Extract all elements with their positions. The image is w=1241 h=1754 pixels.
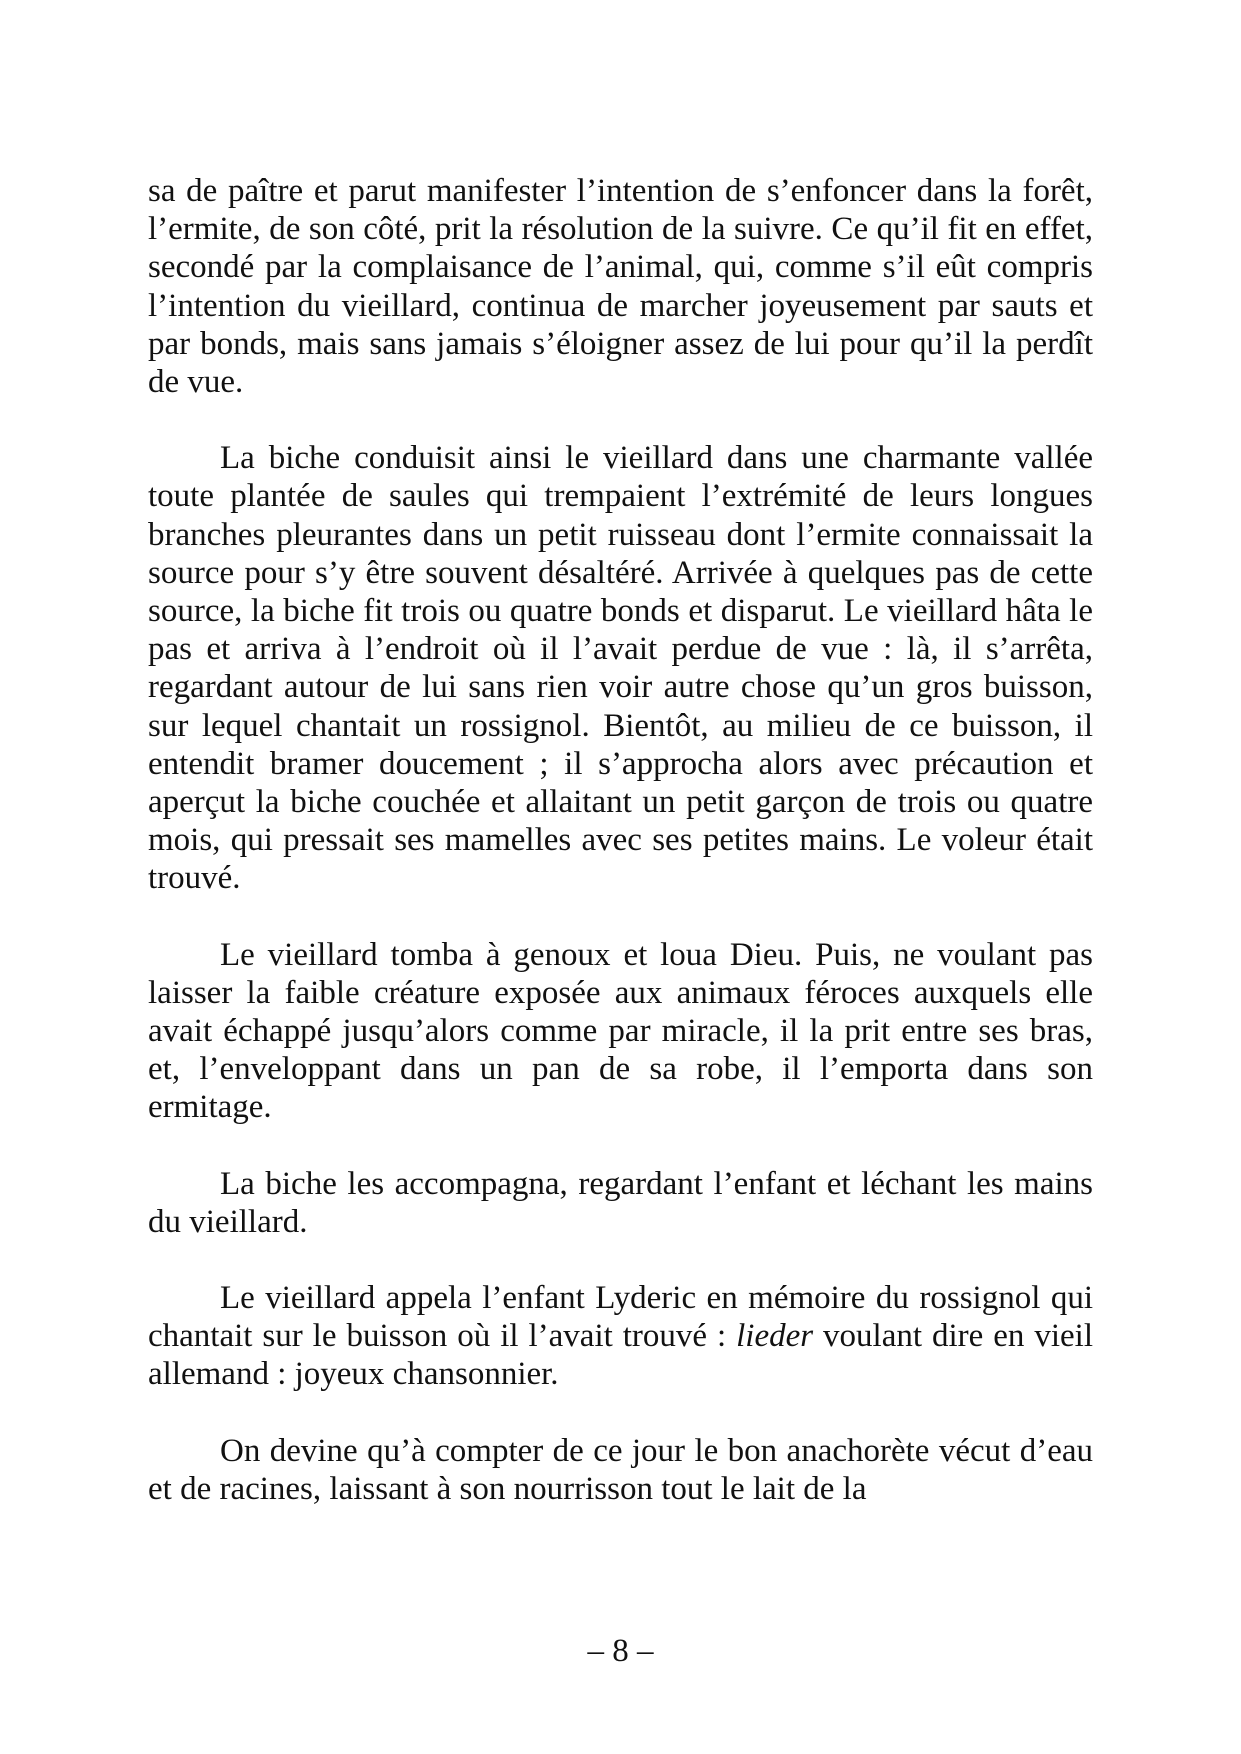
paragraph-continued: sa de paître et parut manifester l’intention de s’enfoncer dans la forêt, l’ermite, de son côté, prit la résolution de la suivre. Ce qu’il fit en effet, secondé par la complaisance de l’animal, qui, comme s’il eût compris l’intention du vieillard, continua de marcher joyeusement par sauts et par bonds, mais sans jamais s’éloigner assez de lui pour qu’il la perdît de vue. [148, 173, 1093, 401]
paragraph-lyderic-text-after: voulant dire en vieil allemand : joyeux chansonnier. [148, 1318, 1094, 1393]
paragraph-biche-vallee: La biche conduisit ainsi le vieillard dans une charmante vallée toute plantée de saules qui trempaient l’extrémité de leurs longues branches pleurantes dans un petit ruisseau dont l’ermite connaissait la source pour s’y être souvent désaltéré. Arrivée à quelques pas de cette source, la biche fit trois ou quatre bonds et disparut. Le vieillard hâta le pas et arriva à l’endroit où il l’avait perdue de vue : là, il s’arrêta, regardant autour de lui sans rien voir autre chose qu’un gros buisson, sur lequel chantait un rossignol. Bientôt, au milieu de ce buisson, il entendit bramer doucement ; il s’approcha alors avec précaution et aperçut la biche couchée et allaitant un petit garçon de trois ou quatre mois, qui pressait ses mamelles avec ses petites mains. Le voleur était trouvé. [148, 440, 1093, 897]
paragraph-lyderic-name [148, 1279, 1093, 1394]
page-number: – 8 – [587, 1633, 654, 1669]
paragraph-anachorete: On devine qu’à compter de ce jour le bon anachorète vécut d’eau et de racines, laissant à son nourrisson tout le lait de la [148, 1432, 1093, 1507]
paragraph-biche-accompagna: La biche les accompagna, regardant l’enfant et léchant les mains du vieillard. [148, 1165, 1093, 1240]
body-text [148, 172, 1093, 1508]
paragraph-vieillard-genoux: Le vieillard tomba à genoux et loua Dieu. Puis, ne voulant pas laisser la faible créature exposée aux animaux féroces auxquels elle avait échappé jusqu’alors comme par miracle, il la prit entre ses bras, et, l’enveloppant dans un pan de sa robe, il l’emporta dans son ermitage. [148, 936, 1093, 1126]
emphasis-lieder: lieder [736, 1318, 814, 1355]
paragraph-lyderic-text-before: Le vieillard appela l’enfant Lyderic en mémoire du rossignol qui chantait sur le buisson où il l’avait trouvé : [148, 1280, 1093, 1355]
